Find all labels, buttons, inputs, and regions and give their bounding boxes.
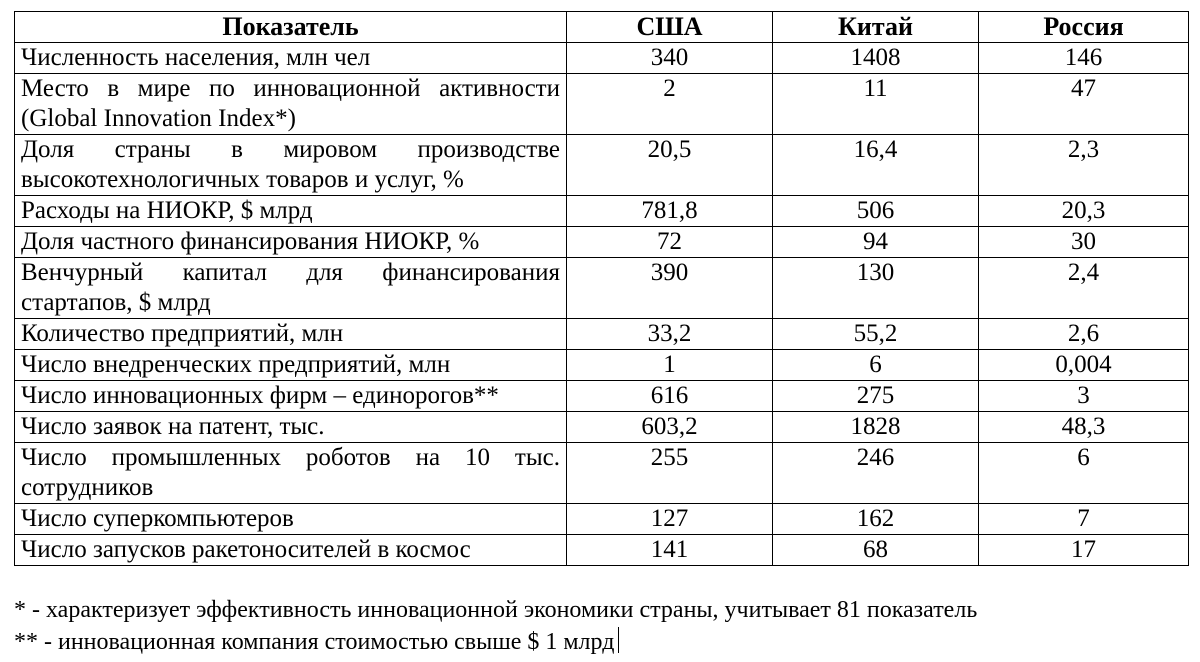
cell-china: 1408 <box>773 43 979 74</box>
footnote-2 <box>14 626 1188 658</box>
table-row <box>15 319 1189 350</box>
cell-usa: 1 <box>567 350 773 381</box>
cell-russia: 2,3 <box>979 135 1189 196</box>
cell-china: 68 <box>773 535 979 566</box>
row-label: Число заявок на патент, тыс. <box>15 412 567 443</box>
cell-china: 1828 <box>773 412 979 443</box>
cell-usa: 72 <box>567 227 773 258</box>
table-row <box>15 381 1189 412</box>
cell-usa: 390 <box>567 258 773 319</box>
cell-china: 162 <box>773 504 979 535</box>
header-indicator: Показатель <box>15 12 567 43</box>
cell-russia: 47 <box>979 74 1189 135</box>
cell-russia: 3 <box>979 381 1189 412</box>
cell-russia: 20,3 <box>979 196 1189 227</box>
cell-usa: 616 <box>567 381 773 412</box>
table-row <box>15 227 1189 258</box>
text-cursor <box>618 627 619 653</box>
row-label: Расходы на НИОКР, $ млрд <box>15 196 567 227</box>
table-row <box>15 43 1189 74</box>
cell-russia: 48,3 <box>979 412 1189 443</box>
table-row <box>15 74 1189 135</box>
table-row <box>15 504 1189 535</box>
cell-china: 506 <box>773 196 979 227</box>
cell-usa: 603,2 <box>567 412 773 443</box>
header-usa: США <box>567 12 773 43</box>
cell-china: 55,2 <box>773 319 979 350</box>
row-label: Количество предприятий, млн <box>15 319 567 350</box>
header-china: Китай <box>773 12 979 43</box>
row-label: Число промышленных роботов на 10 тыс. сотрудников <box>15 443 567 504</box>
cell-russia: 2,6 <box>979 319 1189 350</box>
cell-russia: 146 <box>979 43 1189 74</box>
cell-china: 275 <box>773 381 979 412</box>
cell-russia: 7 <box>979 504 1189 535</box>
cell-china: 11 <box>773 74 979 135</box>
row-label: Численность населения, млн чел <box>15 43 567 74</box>
table-row <box>15 443 1189 504</box>
row-label: Число внедренческих предприятий, млн <box>15 350 567 381</box>
cell-russia: 17 <box>979 535 1189 566</box>
cell-china: 246 <box>773 443 979 504</box>
table-row <box>15 412 1189 443</box>
cell-usa: 2 <box>567 74 773 135</box>
row-label: Число запусков ракетоносителей в космос <box>15 535 567 566</box>
cell-usa: 20,5 <box>567 135 773 196</box>
indicators-table <box>14 11 1189 566</box>
table-row <box>15 258 1189 319</box>
cell-usa: 255 <box>567 443 773 504</box>
footnotes <box>14 594 1188 658</box>
cell-russia: 6 <box>979 443 1189 504</box>
cell-usa: 141 <box>567 535 773 566</box>
row-label: Место в мире по инновационной активности (Global Innovation Index*) <box>15 74 567 135</box>
table-row <box>15 196 1189 227</box>
footnote-2-text: ** - инновационная компания стоимостью свыше $ 1 млрд <box>14 629 615 655</box>
footnote-1 <box>14 594 1188 626</box>
cell-usa: 127 <box>567 504 773 535</box>
table-header-row <box>15 12 1189 43</box>
row-label: Число инновационных фирм – единорогов** <box>15 381 567 412</box>
table-row <box>15 350 1189 381</box>
cell-russia: 0,004 <box>979 350 1189 381</box>
row-label: Доля частного финансирования НИОКР, % <box>15 227 567 258</box>
cell-china: 16,4 <box>773 135 979 196</box>
row-label: Доля страны в мировом производстве высокотехнологичных товаров и услуг, % <box>15 135 567 196</box>
table-row <box>15 135 1189 196</box>
cell-china: 130 <box>773 258 979 319</box>
footnote-1-text: * - характеризует эффективность инновационной экономики страны, учитывает 81 показатель <box>14 597 978 623</box>
cell-usa: 340 <box>567 43 773 74</box>
table-row <box>15 535 1189 566</box>
cell-russia: 2,4 <box>979 258 1189 319</box>
cell-usa: 781,8 <box>567 196 773 227</box>
cell-china: 94 <box>773 227 979 258</box>
row-label: Число суперкомпьютеров <box>15 504 567 535</box>
cell-usa: 33,2 <box>567 319 773 350</box>
row-label: Венчурный капитал для финансирования стартапов, $ млрд <box>15 258 567 319</box>
cell-russia: 30 <box>979 227 1189 258</box>
cell-china: 6 <box>773 350 979 381</box>
header-russia: Россия <box>979 12 1189 43</box>
